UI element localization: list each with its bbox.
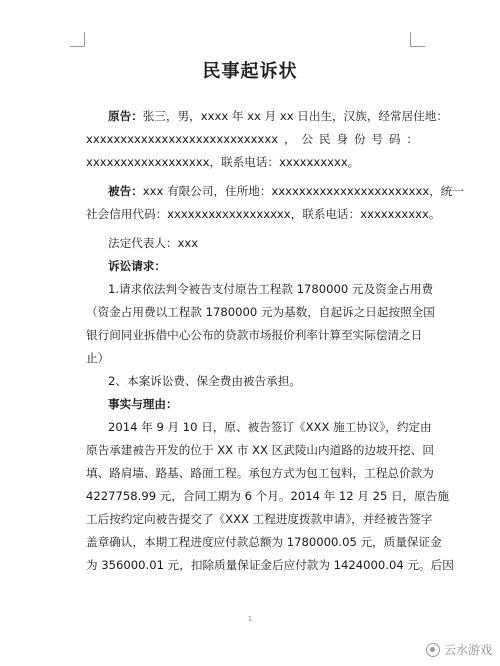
claims-heading: 诉讼请求：: [108, 259, 166, 273]
defendant-section: [86, 180, 464, 226]
plaintiff-section: [86, 105, 448, 174]
watermark: [426, 641, 492, 658]
claim-item-1: 1.请求依法判令被告支付原告工程款 1780000 元及资金占用费 （资金占用费以工程款 1780000 元为基数，自起诉之日起按照全国 银行间同业拆借中心公布的贷款市场报价利率计算至实际偿清之日 止）: [86, 282, 435, 365]
page-number: 1: [247, 615, 253, 623]
document-body: [86, 105, 464, 577]
defendant-line-1: 被告：xxx 有限公司，住所地：xxxxxxxxxxxxxxxxxxxxxxx，统一: [108, 184, 464, 198]
defendant-label: 被告：: [108, 184, 143, 198]
legal-representative: 法定代表人：xxx: [108, 236, 199, 250]
crop-mark-top-left: [70, 32, 85, 47]
plaintiff-line-1: 原告：张三，男，xxxx 年 xx 月 xx 日出生，汉族，经常居住地：: [108, 109, 448, 123]
crop-mark-top-right: [410, 32, 425, 47]
document-title: 民事起诉状: [202, 61, 298, 82]
plaintiff-line-3: xxxxxxxxxxxxxxxxxx，联系电话：xxxxxxxxxx。: [86, 155, 360, 169]
plaintiff-line-2: xxxxxxxxxxxxxxxxxxxxxxxxxxxx ， 公 民 身 份 号 码 ：: [86, 132, 418, 146]
facts-paragraph: 2014 年 9 月 10 日，原、被告签订《XXX 施工协议》，约定由 原告承建被告开发的位于 XX 市 XX 区武陵山内道路的边坡开挖、回 填、路肩墙、路基、路面工程。承包方式为包工包料，工程总价款为 4227758.99 元，合同工期为 6 个月。2014 年 12 月 25 日，原告施 工后按约定向被告提交了《XXX 工程进度拨款申请》，并经被告签字 盖章确认，本期工程进度应付款总额为 1780000.05 元，质量保证金 为 356000.01 元，扣除质量保证金后应付款为 1424000.04 元。后因: [86, 420, 454, 572]
watermark-logo-icon: [426, 643, 440, 657]
claim-item-2: 2、本案诉讼费、保全费由被告承担。: [108, 374, 301, 388]
facts-heading: 事实与理由：: [108, 397, 178, 411]
plaintiff-label: 原告：: [108, 109, 143, 123]
defendant-line-2: 社会信用代码：xxxxxxxxxxxxxxxxxx，联系电话：xxxxxxxxxx。: [86, 207, 441, 221]
watermark-text: 云水游戏: [443, 643, 492, 657]
